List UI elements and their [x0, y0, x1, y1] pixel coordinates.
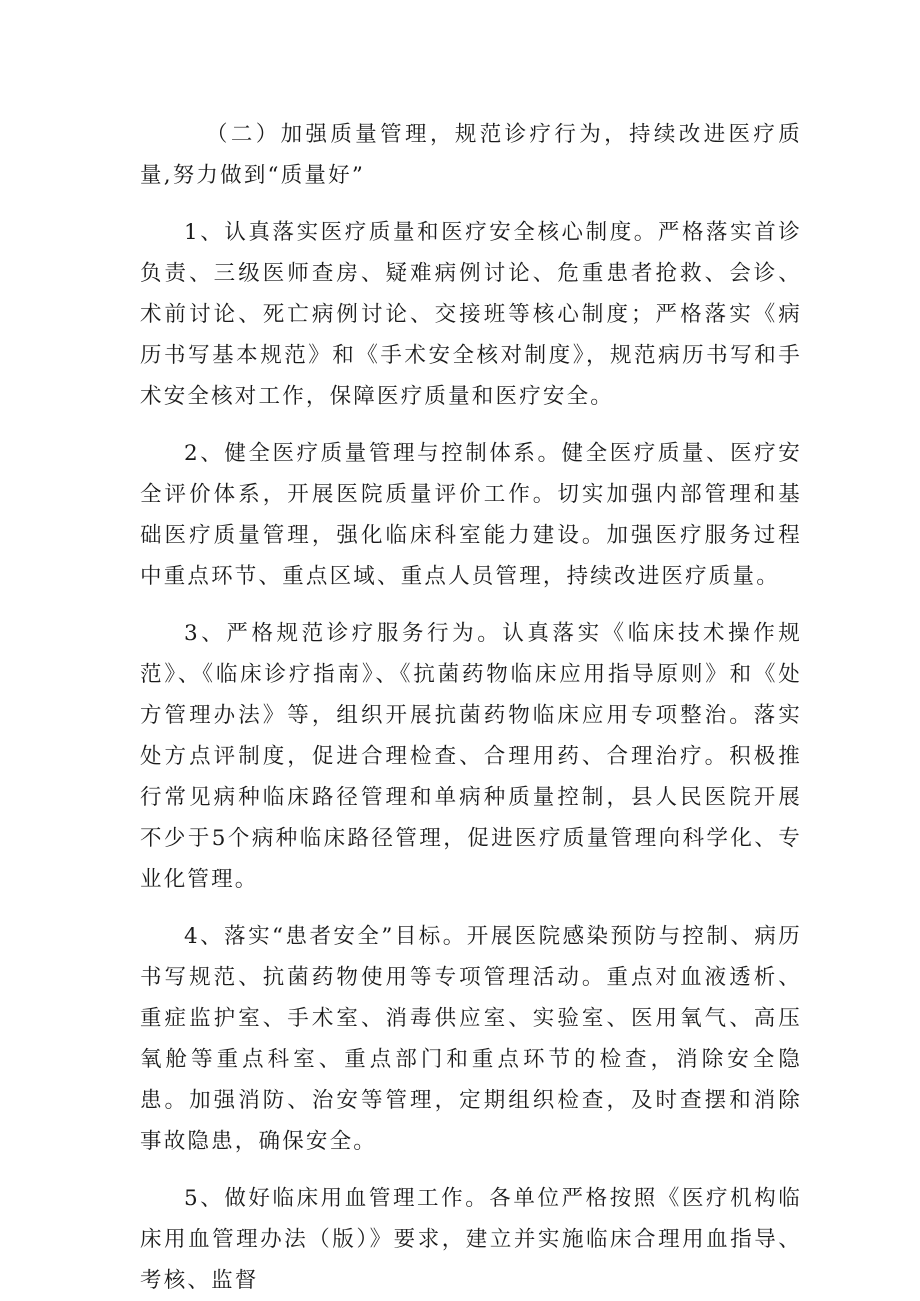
paragraph-quality-control: 2、健全医疗质量管理与控制体系。健全医疗质量、医疗安全评价体系，开展医院质量评价工作。切实加强内部管理和基础医疗质量管理，强化临床科室能力建设。加强医疗服务过程中重点环节、重点区域、重点人员管理，持续改进医疗质量。 [140, 441, 802, 589]
section-heading: （二）加强质量管理，规范诊疗行为，持续改进医疗质量,努力做到“质量好” [140, 122, 802, 188]
paragraph-blood-management: 5、做好临床用血管理工作。各单位严格按照《医疗机构临床用血管理办法（版）》要求，建立并实施临床合理用血指导、考核、监督 [140, 1186, 802, 1293]
paragraph-core-systems: 1、认真落实医疗质量和医疗安全核心制度。严格落实首诊负责、三级医师查房、疑难病例讨论、危重患者抢救、会诊、术前讨论、死亡病例讨论、交接班等核心制度；严格落实《病历书写基本规范》和《手术安全核对制度》，规范病历书写和手术安全核对工作，保障医疗质量和医疗安全。 [140, 220, 802, 409]
paragraph-patient-safety: 4、落实“患者安全”目标。开展医院感染预防与控制、病历书写规范、抗菌药物使用等专项管理活动。重点对血液透析、重症监护室、手术室、消毒供应室、实验室、医用氧气、高压氧舱等重点科室、重点部门和重点环节的检查，消除安全隐患。加强消防、治安等管理，定期组织检查，及时查摆和消除事故隐患，确保安全。 [140, 924, 802, 1154]
paragraph-diagnosis-behavior: 3、严格规范诊疗服务行为。认真落实《临床技术操作规范》、《临床诊疗指南》、《抗菌药物临床应用指导原则》和《处方管理办法》等，组织开展抗菌药物临床应用专项整治。落实处方点评制度，促进合理检查、合理用药、合理治疗。积极推行常见病种临床路径管理和单病种质量控制，县人民医院开展不少于5个病种临床路径管理，促进医疗质量管理向科学化、专业化管理。 [140, 621, 802, 892]
